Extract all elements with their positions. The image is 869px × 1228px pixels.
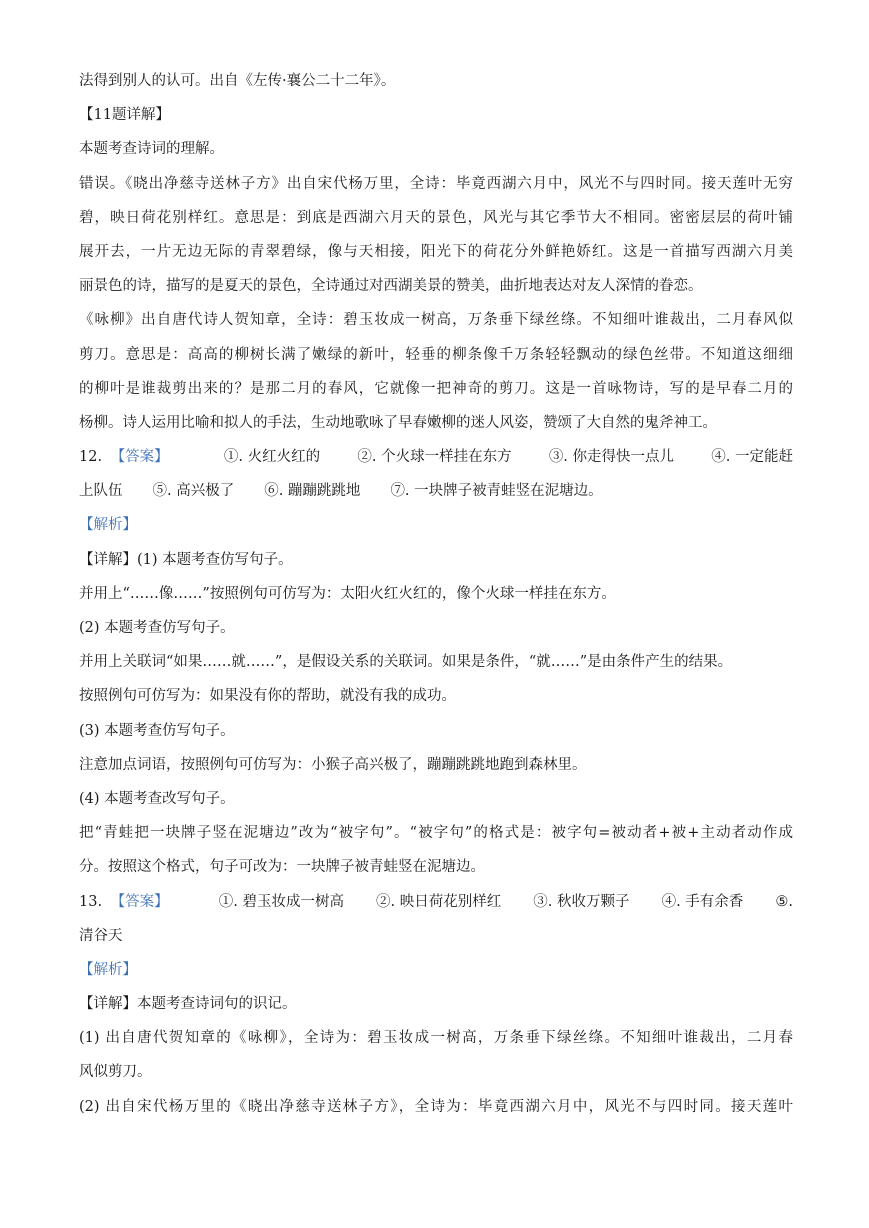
paragraph-line: (4) 本题考查改写句子。	[79, 790, 235, 807]
paragraph-line: (3) 本题考查仿写句子。	[79, 722, 235, 739]
paragraph-line: (2) 本题考查仿写句子。	[79, 620, 235, 636]
paragraph-line: 丽景色的诗，描写的是夏天的景色，全诗通过对西湖美景的赞美，曲折地表达对友人深情的眷恋。	[79, 278, 703, 295]
paragraph-line: 剪刀。意思是：高高的柳树长满了嫩绿的新叶，轻垂的柳条像千万条轻轻飘动的绿色丝带。不知道这细细	[79, 346, 793, 363]
analysis-heading: 【解析】	[79, 961, 137, 978]
q12-option-7: ⑦. 一块牌子被青蛙竖在泥塘边。	[390, 483, 603, 500]
q12-option-2: ②. 个火球一样挂在东方	[357, 449, 512, 466]
q12-option-5: ⑤. 高兴极了	[152, 483, 235, 500]
paragraph-line: 并用上关联词“如果……就……”，是假设关系的关联词。如果是条件，“就……”是由条件产生的结果。	[79, 654, 733, 671]
q13-option-1: ①. 碧玉妆成一树高	[218, 893, 344, 910]
paragraph-line: (1) 出自唐代贺知章的《咏柳》，全诗为：碧玉妆成一树高，万条垂下绿丝绦。不知细叶谁裁出，二月春	[79, 1030, 793, 1047]
q12-number: 12.	[79, 449, 103, 466]
paragraph-line: 分。按照这个格式，句子可改为：一块牌子被青蛙竖在泥塘边。	[79, 859, 485, 876]
paragraph-line: 杨柳。诗人运用比喻和拟人的手法，生动地歌咏了早春嫩柳的迷人风姿，赞颂了大自然的鬼斧神工。	[79, 414, 717, 431]
q12-answer-tag: 【答案】	[110, 449, 169, 466]
q13-option-2: ②. 映日荷花别样红	[376, 893, 502, 910]
paragraph-line: 法得到别人的认可。出自《左传·襄公二十二年》。	[79, 73, 396, 89]
q12-head	[79, 440, 187, 474]
paragraph-line: 《咏柳》出自唐代诗人贺知章，全诗：碧玉妆成一树高，万条垂下绿丝绦。不知细叶谁裁出，二月春风似	[79, 312, 793, 329]
paragraph-line: 注意加点词语，按照例句可仿写为：小猴子高兴极了，蹦蹦跳跳地跑到森林里。	[79, 756, 587, 773]
paragraph-line: 本题考查诗词的理解。	[79, 141, 224, 158]
q13-option-5-cont: 清谷天	[79, 927, 123, 944]
q13-option-3: ③. 秋收万颗子	[533, 893, 630, 910]
document-page	[79, 64, 793, 1124]
q12-option-1: ①. 火红火红的	[223, 449, 321, 466]
paragraph-line: 碧，映日荷花别样红。意思是：到底是西湖六月天的景色，风光与其它季节大不相同。密密层层的荷叶铺	[79, 209, 793, 226]
q12-option-6: ⑥. 蹦蹦跳跳地	[264, 483, 361, 500]
q13-option-4: ④. 手有余香	[661, 893, 744, 910]
paragraph-line: 把“青蛙把一块牌子竖在泥塘边”改为“被字句”。“被字句”的格式是：被字句=被动者+被+主动者动作成	[79, 825, 793, 842]
paragraph-line: (2) 出自宋代杨万里的《晓出净慈寺送林子方》，全诗为：毕竟西湖六月中，风光不与四时同。接天莲叶	[79, 1098, 793, 1115]
q12-option-4: ④. 一定能赶	[711, 449, 793, 466]
paragraph-line: 并用上“……像……”按照例句可仿写为：太阳火红火红的，像个火球一样挂在东方。	[79, 585, 616, 602]
section-heading-11: 【11题详解】	[79, 107, 170, 124]
q12-answer-line-1	[79, 440, 793, 474]
q12-option-3: ③. 你走得快一点儿	[548, 449, 675, 466]
q13-answer-tag: 【答案】	[110, 893, 169, 910]
paragraph-line: 错误。《晓出净慈寺送林子方》出自宋代杨万里，全诗：毕竟西湖六月中，风光不与四时同。接天莲叶无穷	[79, 175, 793, 192]
paragraph-line: 【详解】(1) 本题考查仿写句子。	[79, 551, 293, 568]
q13-head	[79, 885, 187, 919]
q13-answer-line-1	[79, 885, 793, 919]
paragraph-line: 【详解】本题考查诗词句的识记。	[79, 996, 297, 1013]
q13-number: 13.	[79, 893, 103, 910]
q12-option-4-cont: 上队伍	[79, 483, 123, 500]
paragraph-line: 风似剪刀。	[79, 1064, 152, 1081]
paragraph-line: 展开去，一片无边无际的青翠碧绿，像与天相接，阳光下的荷花分外鲜艳娇红。这是一首描写西湖六月美	[79, 243, 793, 260]
analysis-heading: 【解析】	[79, 517, 137, 534]
q12-answer-line-2	[79, 474, 793, 508]
paragraph-line: 按照例句可仿写为：如果没有你的帮助，就没有我的成功。	[79, 688, 456, 705]
paragraph-line: 的柳叶是谁裁剪出来的？是那二月的春风，它就像一把神奇的剪刀。这是一首咏物诗，写的是早春二月的	[79, 380, 793, 397]
q13-option-5: ⑤.	[775, 893, 793, 910]
